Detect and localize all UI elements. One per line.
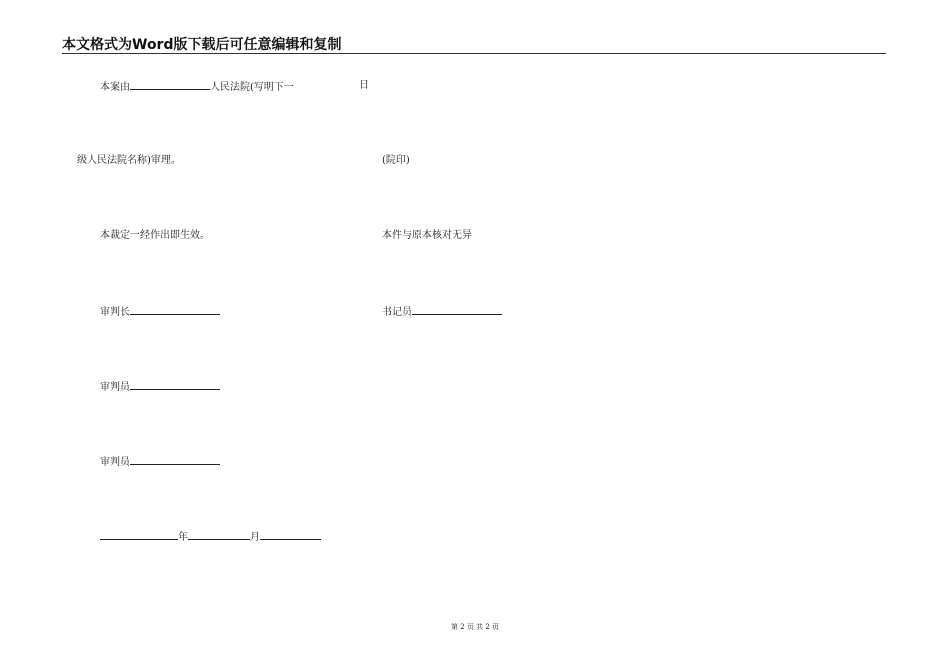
court-line-2: 级人民法院名称)审理。 — [77, 155, 181, 166]
page-header — [62, 34, 886, 54]
judge-label-2: 审判员 — [100, 457, 130, 468]
case-prefix-text: 本案由 — [100, 82, 130, 93]
court-name-blank — [130, 79, 210, 90]
judge-line-2 — [100, 454, 220, 470]
court-seal-text: (院印) — [382, 155, 410, 166]
court-suffix-text: 人民法院(写明下一 — [210, 82, 294, 93]
day-blank — [260, 529, 321, 540]
clerk-blank — [412, 304, 502, 315]
year-label: 年 — [178, 532, 188, 543]
month-label: 月 — [250, 532, 260, 543]
presiding-judge-line — [100, 304, 220, 320]
judge-label-1: 审判员 — [100, 382, 130, 393]
clerk-label: 书记员 — [382, 307, 412, 318]
judge-blank-1 — [130, 379, 220, 390]
date-line — [100, 529, 321, 545]
judge-line-1 — [100, 379, 220, 395]
case-origin-line — [100, 79, 294, 95]
verify-text: 本件与原本核对无异 — [382, 230, 472, 241]
judge-blank-2 — [130, 454, 220, 465]
header-title: 本文格式为Word版下载后可任意编辑和复制 — [62, 37, 342, 53]
presiding-judge-blank — [130, 304, 220, 315]
month-blank — [188, 529, 250, 540]
effect-text: 本裁定一经作出即生效。 — [100, 230, 210, 241]
day-label: 日 — [359, 80, 369, 91]
page-footer: 第 2 页 共 2 页 — [450, 623, 500, 631]
year-blank — [100, 529, 178, 540]
clerk-line — [382, 304, 502, 320]
presiding-judge-label: 审判长 — [100, 307, 130, 318]
